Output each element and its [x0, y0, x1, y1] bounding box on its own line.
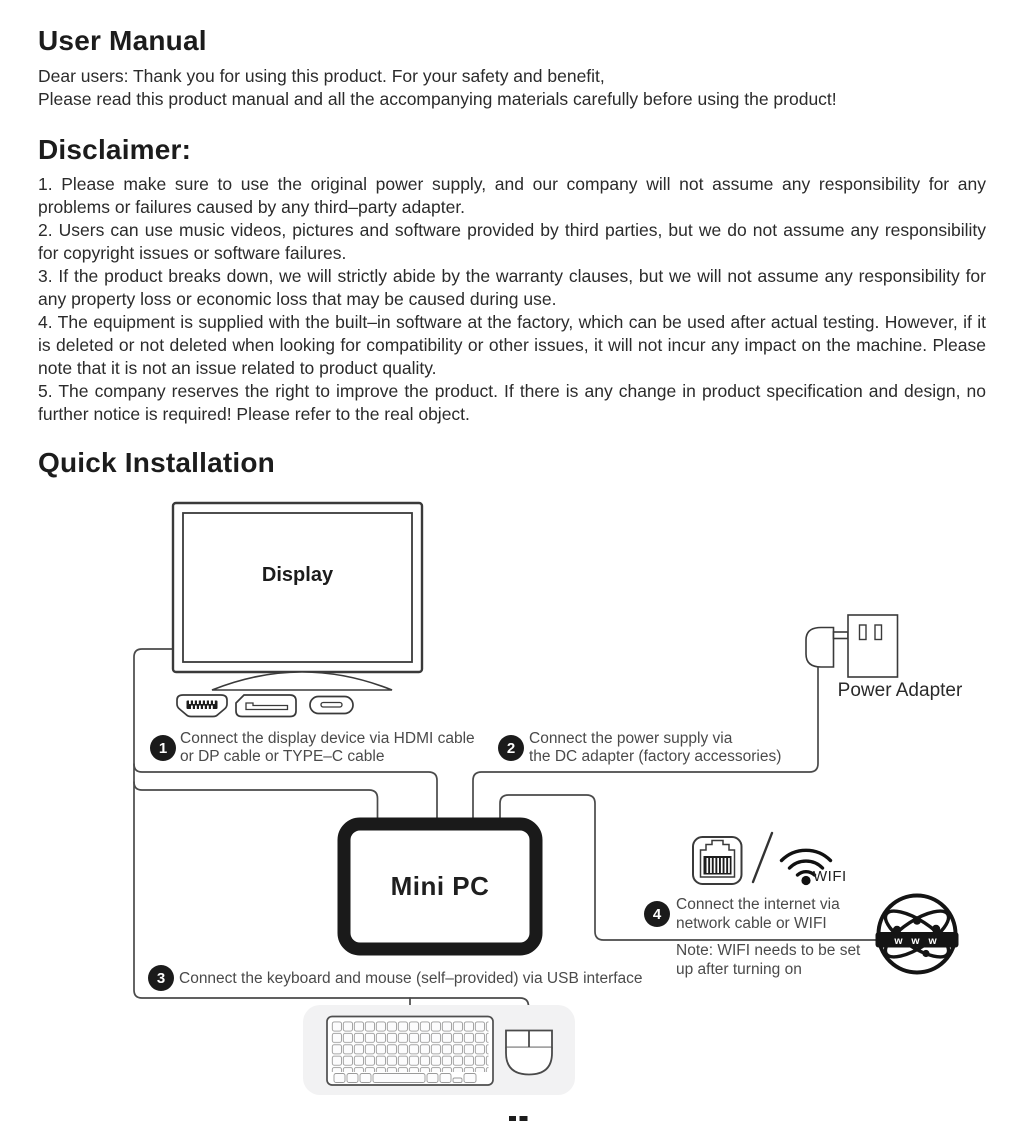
wifi-label: WIFI — [813, 868, 847, 885]
step-2-text — [529, 730, 829, 766]
globe-www-text: w w w — [894, 935, 940, 947]
disclaimer-item: 1. Please make sure to use the original power supply, and our company will not assume any responsibility for any problems or failures caused by any third–party adapter. — [38, 174, 986, 217]
page-title: User Manual — [38, 25, 207, 56]
wifi-note-line-1: Note: WIFI needs to be set — [676, 942, 861, 959]
step-3-text: Connect the keyboard and mouse (self–provided) via USB interface — [179, 970, 643, 987]
diagram-canvas — [0, 488, 1024, 1121]
wall-outlet-icon — [848, 615, 898, 677]
step-1-line-2: or DP cable or TYPE–C cable — [180, 748, 385, 765]
intro-line-2: Please read this product manual and all the accompanying materials carefully before using the product! — [38, 89, 837, 109]
plug-prong — [834, 632, 849, 639]
typec-connector-icon — [310, 697, 353, 714]
step-4-badge: 4 — [644, 901, 670, 927]
manual-text-content — [0, 0, 1024, 478]
step-1-badge: 1 — [150, 735, 176, 761]
video-connectors — [177, 695, 353, 717]
hdmi-connector-icon — [177, 695, 227, 717]
monitor-illustration — [173, 503, 422, 690]
step-2-line-2: the DC adapter (factory accessories) — [529, 748, 782, 765]
disclaimer-item: 5. The company reserves the right to improve the product. If there is any change in product specification and design, no further notice is required! Please refer to the real object. — [38, 381, 986, 424]
step-3-badge: 3 — [148, 965, 174, 991]
slash-separator — [753, 833, 772, 882]
step-4-text — [676, 896, 896, 933]
step-4-line-1: Connect the internet via — [676, 896, 840, 913]
step-2-line-1: Connect the power supply via — [529, 730, 733, 747]
cable-step3 — [134, 782, 378, 820]
display-screen — [183, 513, 412, 662]
display-label: Display — [261, 564, 334, 586]
cable-step1 — [134, 764, 437, 820]
step-1-line-1: Connect the display device via HDMI cable — [180, 730, 475, 747]
wifi-note-line-2: up after turning on — [676, 961, 802, 978]
ethernet-port-icon — [693, 837, 742, 884]
wifi-note-text — [676, 941, 906, 979]
page-number-partial — [509, 1116, 528, 1121]
monitor-stand — [212, 672, 392, 690]
keyboard-mouse-illustration — [303, 1005, 575, 1095]
power-plug-icon — [806, 628, 834, 668]
step-4-line-2: network cable or WIFI — [676, 914, 827, 932]
mouse-icon — [506, 1031, 552, 1075]
mini-pc-label: Mini PC — [390, 871, 490, 901]
disclaimer-heading: Disclaimer: — [38, 134, 192, 165]
dp-connector-icon — [236, 695, 296, 717]
power-adapter-label: Power Adapter — [837, 680, 963, 701]
outlet-slot — [860, 625, 867, 640]
step-1-text — [180, 730, 500, 766]
intro-paragraph — [38, 65, 986, 111]
disclaimer-list — [38, 173, 986, 426]
step-2-badge: 2 — [498, 735, 524, 761]
power-adapter-illustration — [806, 615, 898, 677]
quick-installation-heading: Quick Installation — [38, 447, 275, 478]
disclaimer-item: 3. If the product breaks down, we will strictly abide by the warranty clauses, but we will not assume any responsibility for any property loss or economic loss that may be caused during use. — [38, 266, 986, 309]
intro-line-1: Dear users: Thank you for using this product. For your safety and benefit, — [38, 66, 605, 86]
disclaimer-item: 2. Users can use music videos, pictures and software provided by third parties, but we do not assume any responsibility for copyright issues or software failures. — [38, 220, 986, 263]
disclaimer-item: 4. The equipment is supplied with the built–in software at the factory, which can be used after actual testing. However, if it is deleted or not deleted when looking for compatibility or other issues, it will not incur any impact on the machine. Please note that it is not an issue related to product quality. — [38, 312, 986, 378]
installation-diagram — [0, 488, 1024, 1121]
outlet-slot — [875, 625, 882, 640]
